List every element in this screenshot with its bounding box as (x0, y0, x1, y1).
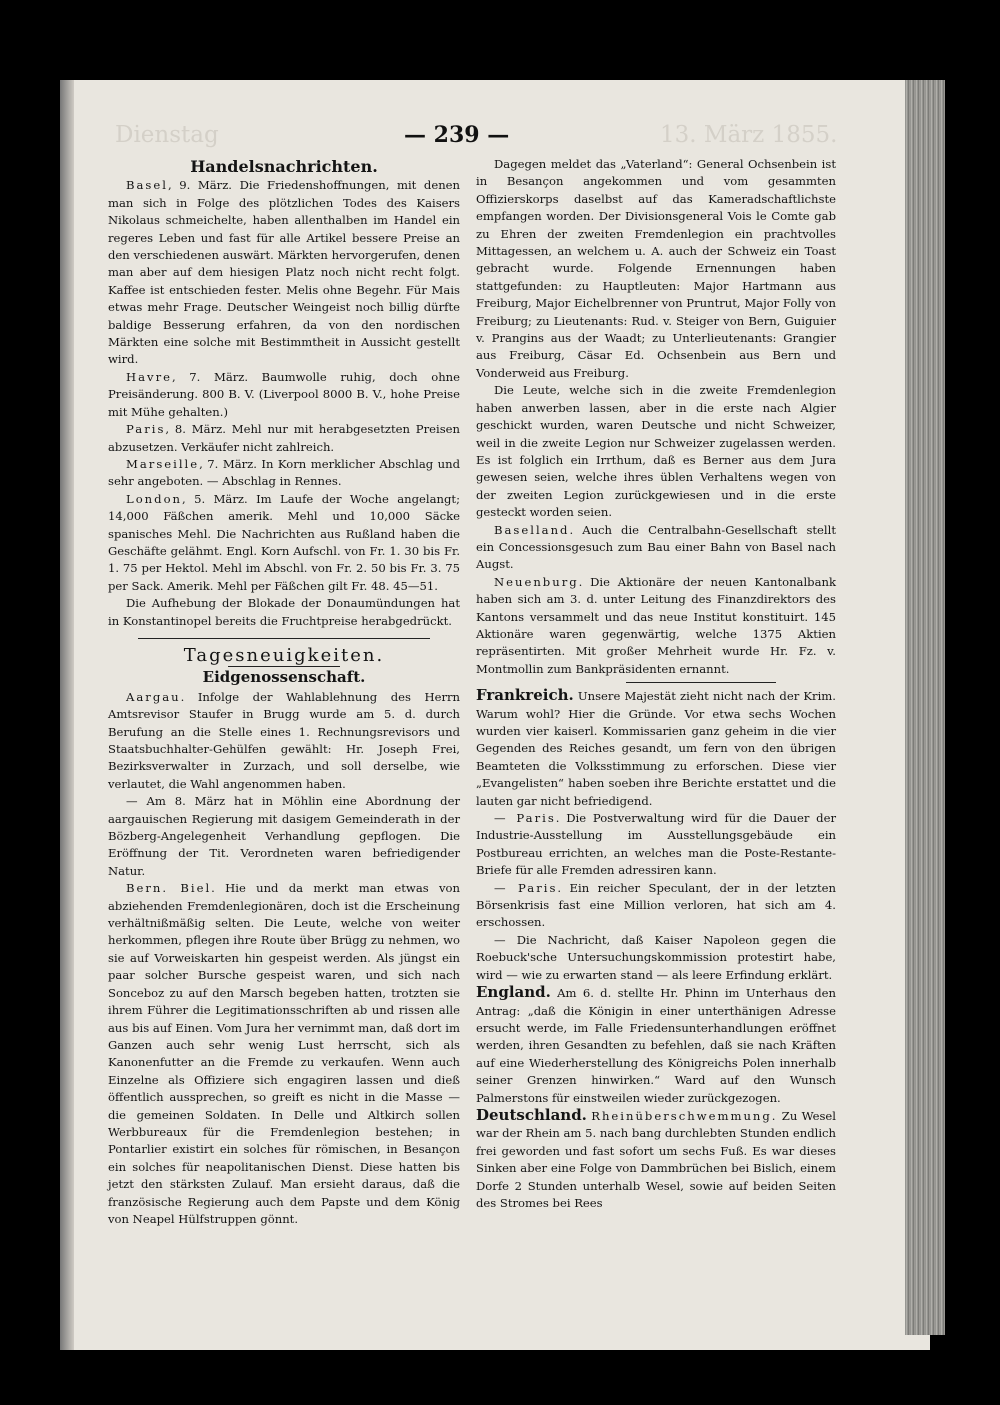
eid-place: Aargau (126, 689, 181, 704)
handel-entry (108, 456, 460, 491)
eid-text: — Am 8. März hat in Möhlin eine Abordnung der aargauischen Regierung mit dasigem Gemeinderath in der Bözberg-Angelegenheit Verhandlung gepflogen. Die Eröffnung der Tit. Verordneten waren befriedigender Natur. (108, 794, 460, 878)
intro-list (476, 156, 836, 522)
entries-list (476, 522, 836, 679)
page-edge-stack (905, 80, 945, 1335)
canton-text: . Auch die Centralbahn-Gesellschaft stellt ein Concessionsgesuch zum Bau einer Bahn von Basel nach Augst. (476, 522, 836, 572)
intro-entry: Dagegen meldet das „Vaterland“: General Ochsenbein ist in Besançon angekommen und vom gesammten Offizierskorps daselbst auf das Kameradschaftlichste empfangen worden. Der Divisionsgeneral Vois le Comte gab zu Ehren der zweiten Fremdenlegion ein prachtvolles Mittagessen, an welchem u. A. auch der Schweiz ein Toast gebracht wurde. Folgende Ernennungen haben stattgefunden: zu Hauptleuten: Major Hartmann aus Freiburg, Major Eichelbrenner von Pruntrut, Major Folly von Freiburg; zu Lieutenants: Rud. v. Steiger von Bern, Guiguier v. Prangins aus der Waadt; zu Unterlieutenants: Grangier aus Freiburg, Cäsar Ed. Ochsenbein aus Bern und Vonderweid aus Freiburg. (476, 157, 836, 380)
deutschland-label: Deutschland. (476, 1105, 587, 1124)
page-number: — 239 — (404, 122, 510, 148)
frankreich-more-text: . Die Postverwaltung wird für die Dauer der Industrie-Ausstellung im Ausstellungsgebäude ein Postbureau errichten, an welches man die Poste-Restante-Briefe für alle Fremden adressiren kann. (476, 811, 836, 878)
eid-entry (108, 689, 460, 793)
frankreich-more-text: — Die Nachricht, daß Kaiser Napoleon gegen die Roebuck'sche Untersuchungskommission protestirt habe, wird — wie zu erwarten stand — als leere Erfindung erklärt. (476, 932, 836, 982)
page-gutter-shadow (60, 80, 74, 1350)
frankreich-more-list (476, 810, 836, 984)
eid-entry (108, 793, 460, 880)
handel-heading: Handelsnachrichten. (190, 157, 378, 176)
frankreich-more-text: . Ein reicher Speculant, der in der letzten Börsenkrisis fast eine Million verloren, hat sich am 4. erschossen. (476, 880, 836, 930)
handel-entry (108, 369, 460, 421)
frankreich-more-entry (476, 880, 836, 932)
right-column (476, 156, 836, 1212)
handel-text: , 8. März. Mehl nur mit herabgesetzten Preisen abzusetzen. Verkäufer nicht zahlreich. (108, 422, 460, 454)
canton-place: Neuenburg (494, 574, 579, 589)
eid-place: Bern. Biel (126, 881, 212, 896)
deutschland-place: Rheinüberschwemmung. (591, 1108, 778, 1123)
eid-text: . Infolge der Wahlablehnung des Herrn Amtsrevisor Staufer in Brugg wurde am 5. d. durch Berufung an die Stelle eines 1. Rechnungsrevisors und Staatsbuchhalter-Gehülfen gewählt: Hr. Joseph Frei, Bezirksverwalter in Zurzach, und soll derselbe, wie verlautet, die Wahl angenommen haben. (108, 689, 460, 791)
handel-place: London (126, 491, 183, 506)
ghost-show-through-right: 13. März 1855. (660, 122, 838, 148)
canton-entry (476, 574, 836, 678)
handel-entry (108, 595, 460, 630)
handel-text: , 5. März. Im Laufe der Woche angelangt; 14,000 Fäßchen amerik. Mehl und 10,000 Säcke spanisches Mehl. Die Nachrichten aus Rußland haben die Geschäfte gelähmt. Engl. Korn Aufschl. von Fr. 1. 30 bis Fr. 1. 75 per Hektol. Mehl im Abschl. von Fr. 2. 50 bis Fr. 3. 75 per Sack. Amerik. Mehl per Fäßchen gilt Fr. 48. 45—51. (108, 491, 460, 593)
tages-heading: Tagesneuigkeiten. (183, 644, 385, 666)
handel-text: Die Aufhebung der Blokade der Donaumündungen hat in Konstantinopel bereits die Fruchtpreise herabgedrückt. (108, 596, 460, 628)
canton-text: . Die Aktionäre der neuen Kantonalbank haben sich am 3. d. unter Leitung des Finanzdirektors des Kantons versammelt und das neue Institut konstituirt. 145 Aktionäre waren gegenwärtig, welche 1375 Aktien repräsentirten. Mit großer Mehrheit wurde Hr. Fz. v. Montmollin zum Bankpräsidenten ernannt. (476, 574, 836, 676)
frankreich-more-place: — Paris (494, 880, 558, 895)
handel-text: , 7. März. In Korn merklicher Abschlag und sehr angeboten. — Abschlag in Rennes. (108, 456, 460, 489)
handel-entry (108, 491, 460, 595)
handel-text: , 9. März. Die Friedenshoffnungen, mit denen man sich in Folge des plötzlichen Todes des Kaisers Nikolaus schmeichelte, haben allenthalben im Handel ein regeres Leben und fast für alle Artikel bessere Preise an den verschiedenen auswärt. Märkten hervorgerufen, denen man aber auf dem hiesigen Platz noch nicht recht folgt. Kaffee ist entschieden fester. Melis ohne Begehr. Für Mais etwas mehr Frage. Deutscher Weingeist noch billig dürfte baldige Besserung erfahren, da von den nordischen Märkten eine solche mit Bestimmtheit in Aussicht gestellt wird. (108, 178, 460, 367)
deutschland-article (476, 1107, 836, 1212)
handel-place: Marseille (126, 456, 200, 471)
ghost-show-through-left: Dienstag (115, 122, 219, 148)
handel-text: , 7. März. Baumwolle ruhig, doch ohne Preisänderung. 800 B. V. (Liverpool 8000 B. V., hohe Preise mit Mühe gehalten.) (108, 369, 460, 419)
handel-place: Basel (126, 178, 168, 193)
intro-entry: Die Leute, welche sich in die zweite Fremdenlegion haben anwerben lassen, aber in die erste nach Algier geschickt wurden, waren Deutsche und nicht Schweizer, weil in die zweite Legion nur Schweizer zugelassen werden. Es ist folglich ein Irrthum, daß es Berner aus dem Jura gewesen seien, welche ihres üblen Verhaltens wegen von der zweiten Legion zurückgewiesen und in die erste gesteckt worden seien. (476, 383, 836, 520)
handel-place: Havre (126, 369, 172, 384)
article-divider (626, 682, 776, 683)
eid-list (108, 689, 460, 1229)
eid-entry (108, 880, 460, 1228)
frankreich-more-entry (476, 810, 836, 880)
handel-place: Paris (126, 422, 166, 437)
frankreich-article (476, 687, 836, 810)
england-article (476, 984, 836, 1107)
frankreich-more-place: — Paris (494, 811, 556, 826)
handel-entry (108, 177, 460, 368)
eid-text: . Hie und da merkt man etwas von abziehenden Fremdenlegionären, doch ist die Erscheinung verhältnißmäßig selten. Die Leute, welche von weiter herkommen, pflegen ihre Route über Brügg zu nehmen, wo sie auf Vorweiskarten hin gespeist werden. Als jüngst ein paar solcher Bursche gespeist waren, und sich nach Sonceboz zu auf den Marsch begeben hatten, trotzten sie ihrem Führer die Legitimationsschriften ab und rissen alle aus bis auf Einen. Vom Jura her vernimmt man, daß dort im Ganzen auch sehr wenig Lust herrscht, sich als Kanonenfutter an die Fremde zu verkaufen. Wenn auch Einzelne als Offiziere sich engagiren lassen und dieß öffentlich aussprechen, so greift es nicht in die Masse — die gemeinen Soldaten. In Delle und Altkirch sollen Werbbureaux für die Fremdenlegion bestehen; in Pontarlier existirt ein solches für römischen, in Besançon ein solches für neapolitanischen Dienst. Diese hatten bis jetzt den stärksten Zulauf. Man ersieht daraus, daß die französische Regierung auch dem Papste und dem König von Neapel Hülfstruppen gönnt. (108, 881, 461, 1226)
left-column (108, 156, 460, 1228)
deutschland-text: Zu Wesel war der Rhein am 5. nach bang durchlebten Stunden endlich frei geworden und fast sofort um sechs Fuß. Es war dieses Sinken aber eine Folge von Dammbrüchen bei Bislich, einem Dorfe 2 Stunden unterhalb Wesel, sowie auf beiden Seiten des Stromes bei Rees (476, 1108, 836, 1210)
handel-entry (108, 421, 460, 456)
eid-heading: Eidgenossenschaft. (202, 668, 366, 687)
handel-list (108, 177, 460, 630)
england-label: England. (476, 983, 551, 1002)
section-divider (138, 638, 430, 639)
frankreich-more-entry (476, 932, 836, 984)
frankreich-label: Frankreich. (476, 686, 574, 705)
subhead-rule (228, 666, 340, 667)
canton-place: Baselland (494, 522, 570, 537)
canton-entry (476, 522, 836, 574)
england-text: Am 6. d. stellte Hr. Phinn im Unterhaus den Antrag: „daß die Königin in einer unterthänigen Adresse ersucht werde, im Falle Friedensunterhandlungen eröffnet werden, ihren Gesandten zu befehlen, daß sie nach Kräften auf eine Wiederherstellung des Königreichs Polen innerhalb seiner Grenzen hinwirken.“ Ward auf den Wunsch Palmerstons für einstweilen wieder zurückgezogen. (476, 986, 836, 1105)
frankreich-text: Unsere Majestät zieht nicht nach der Krim. Warum wohl? Hier die Gründe. Vor etwa sechs Wochen wurden vier kaiserl. Kommissarien ganz geheim in die vier Gegenden des Reiches gesandt, um fern von den übrigen Beamteten die Volksstimmung zu erforschen. Diese vier „Evangelisten“ haben soeben ihre Berichte erstattet und die lauten gar nicht befriedigend. (476, 689, 836, 808)
